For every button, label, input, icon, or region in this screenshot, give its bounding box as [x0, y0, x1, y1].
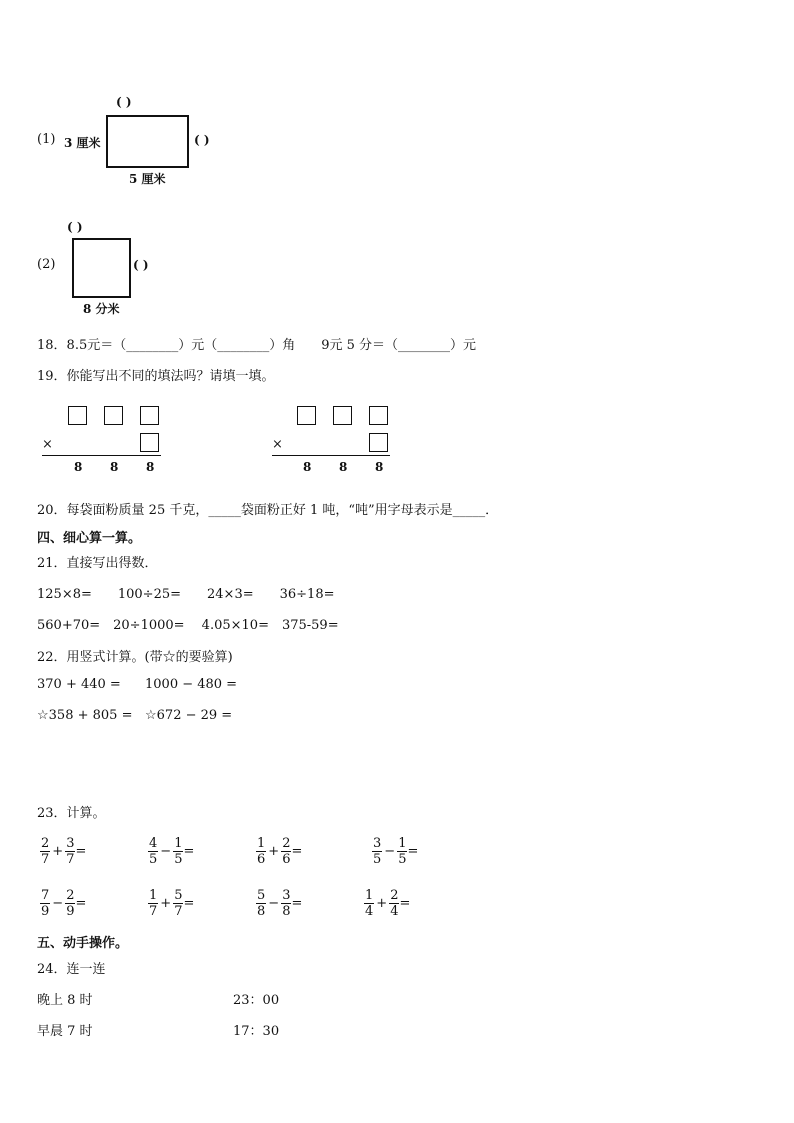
figure-2-square [72, 238, 131, 298]
question-22-expr: 370 + 440 = [37, 677, 121, 692]
figure-1-left-dim: 3 厘米 [64, 136, 101, 150]
question-18: 18．8.5元＝（________）元（________）角 9元 5 分＝（________）元 [37, 338, 477, 353]
fraction-expression: 1 7 + $\frac{5}{7}$ = [149, 888, 195, 919]
fraction-expression: 1 6 + $\frac{2}{6}$ = [257, 836, 303, 867]
product-line [272, 455, 390, 456]
blank-box[interactable] [333, 406, 352, 425]
figure-1-rectangle [106, 115, 189, 168]
fraction-expression: 7 9 − $\frac{2}{9}$ = [41, 888, 87, 919]
matching-right-item[interactable]: 17：30 [233, 1024, 280, 1039]
blank-box[interactable] [140, 406, 159, 425]
blank-box[interactable] [140, 433, 159, 452]
figure-1-right-paren: ( ) [194, 133, 210, 147]
blank-box[interactable] [104, 406, 123, 425]
product-digit: 8 [375, 460, 384, 474]
product-digit: 8 [74, 460, 83, 474]
product-digit: 8 [146, 460, 155, 474]
fraction-expression: 1 4 + $\frac{2}{4}$ = [365, 888, 411, 919]
question-21-row-2: 560+70= 20÷1000= 4.05×10= 375-59= [37, 618, 339, 633]
blank-box[interactable] [369, 406, 388, 425]
question-23: 23．计算。 [37, 806, 106, 821]
question-21-row-1: 125×8= 100÷25= 24×3= 36÷18= [37, 587, 335, 602]
figure-1-bottom-dim: 5 厘米 [129, 172, 166, 186]
question-22: 22．用竖式计算。(带☆的要验算) [37, 650, 233, 665]
figure-1-label: (1) [37, 132, 56, 147]
matching-left-item[interactable]: 早晨 7 时 [37, 1024, 93, 1039]
times-sign: × [272, 437, 283, 452]
product-digit: 8 [303, 460, 312, 474]
figure-2-bottom-dim: 8 分米 [83, 302, 120, 316]
figure-2-top-paren: ( ) [67, 220, 83, 234]
product-digit: 8 [110, 460, 119, 474]
figure-2-label: (2) [37, 257, 56, 272]
matching-left-item[interactable]: 晚上 8 时 [37, 993, 93, 1008]
matching-right-item[interactable]: 23：00 [233, 993, 280, 1008]
blank-box[interactable] [68, 406, 87, 425]
question-20: 20．每袋面粉质量 25 千克，_____袋面粉正好 1 吨，“吨”用字母表示是_____． [37, 503, 499, 518]
question-22-expr: ☆672 − 29 = [145, 708, 233, 723]
fraction-expression: 3 5 − $\frac{1}{5}$ = [373, 836, 419, 867]
blank-box[interactable] [297, 406, 316, 425]
question-24: 24．连一连 [37, 962, 106, 977]
fraction-expression: 2 7 + $\frac{3}{7}$ = [41, 836, 87, 867]
question-21: 21．直接写出得数． [37, 556, 158, 571]
figure-2-right-paren: ( ) [133, 258, 149, 272]
figure-1-top-paren: ( ) [116, 95, 132, 109]
section-5-heading: 五、动手操作。 [37, 936, 129, 951]
fraction-expression: 5 8 − $\frac{3}{8}$ = [257, 888, 303, 919]
question-19: 19．你能写出不同的填法吗？请填一填。 [37, 369, 275, 384]
product-line [42, 455, 161, 456]
product-digit: 8 [339, 460, 348, 474]
blank-box[interactable] [369, 433, 388, 452]
question-22-expr: 1000 − 480 = [145, 677, 238, 692]
section-4-heading: 四、细心算一算。 [37, 531, 142, 546]
question-22-expr: ☆358 + 805 = [37, 708, 133, 723]
fraction-expression: 4 5 − $\frac{1}{5}$ = [149, 836, 195, 867]
times-sign: × [42, 437, 53, 452]
